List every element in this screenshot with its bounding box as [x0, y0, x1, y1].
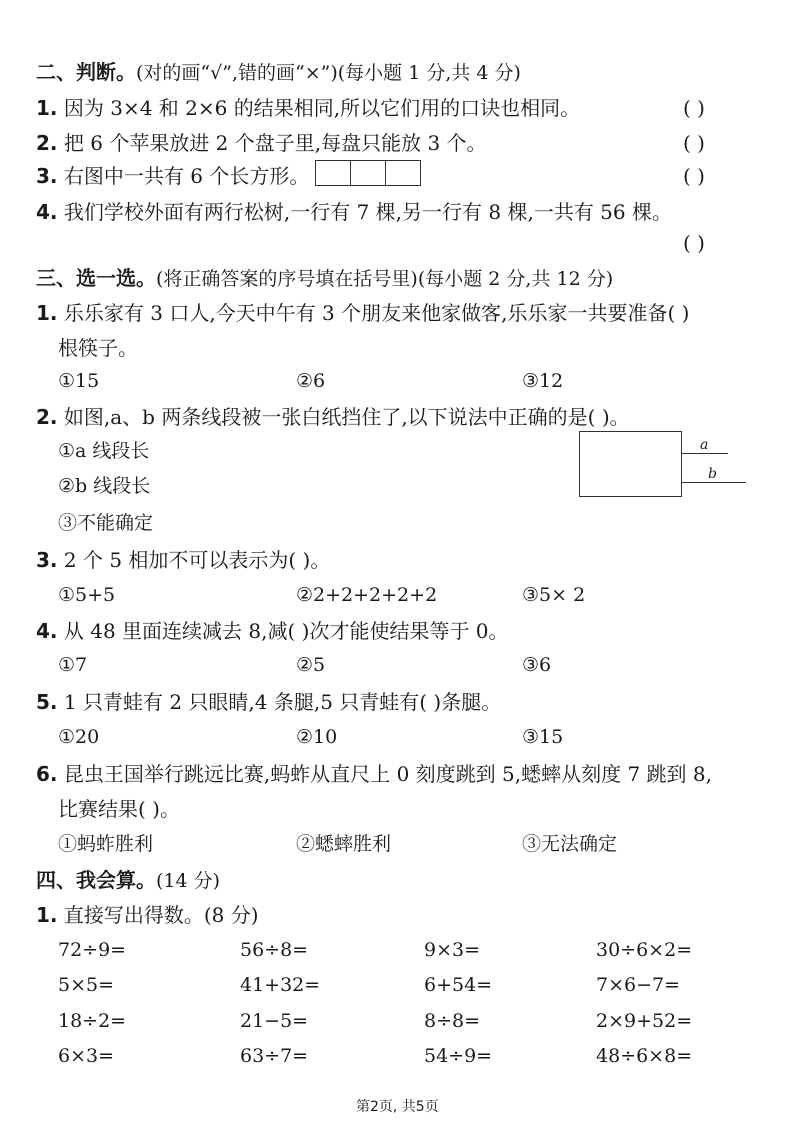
calc-item[interactable]: 30÷6×2= — [596, 939, 693, 961]
calc-item[interactable]: 18÷2= — [58, 1010, 127, 1032]
question-number: 4. — [36, 619, 58, 643]
option[interactable]: ②5 — [296, 654, 326, 676]
question-row — [36, 764, 712, 784]
answer-paren[interactable]: ( ) — [683, 131, 705, 155]
option[interactable]: ③6 — [522, 654, 552, 676]
section3-title: 三、选一选。 — [36, 266, 156, 290]
question-text: 直接写出得数。(8 分) — [63, 903, 259, 927]
section4-heading — [36, 870, 220, 891]
answer-paren[interactable]: ( ) — [683, 231, 705, 255]
segment-b — [682, 482, 746, 483]
question-number: 2. — [36, 405, 58, 429]
calc-item[interactable]: 63÷7= — [240, 1045, 309, 1067]
calc-item[interactable]: 54÷9= — [424, 1045, 493, 1067]
option[interactable]: ①15 — [58, 370, 100, 392]
segment-b-label: b — [708, 466, 717, 482]
section3-heading — [36, 268, 613, 289]
calc-item[interactable]: 56÷8= — [240, 939, 309, 961]
option[interactable]: ①7 — [58, 654, 88, 676]
question-number: 6. — [36, 762, 58, 786]
option[interactable]: ①20 — [58, 726, 100, 748]
option[interactable]: ①5+5 — [58, 584, 116, 606]
question-text: 因为 3×4 和 2×6 的结果相同,所以它们用的口诀也相同。 — [63, 96, 581, 120]
question-number: 3. — [36, 164, 58, 188]
question-text: 乐乐家有 3 口人,今天中午有 3 个朋友来他家做客,乐乐家一共要准备( ) — [63, 301, 690, 325]
option[interactable]: ①蚂蚱胜利 — [58, 833, 154, 855]
question-text: 我们学校外面有两行松树,一行有 7 棵,另一行有 8 棵,一共有 56 棵。 — [63, 200, 672, 224]
segment-a — [682, 453, 728, 454]
option[interactable]: ②蟋蟀胜利 — [296, 833, 392, 855]
calc-item[interactable]: 9×3= — [424, 939, 481, 961]
section2-heading — [36, 62, 521, 83]
option[interactable]: ③15 — [522, 726, 564, 748]
calc-item[interactable]: 41+32= — [240, 974, 321, 996]
question-number: 2. — [36, 131, 58, 155]
page-footer: 第2页, 共5页 — [356, 1099, 439, 1115]
calc-item[interactable]: 6+54= — [424, 974, 493, 996]
question-text-cont: 根筷子。 — [58, 336, 138, 360]
section2-title: 二、判断。 — [36, 60, 136, 84]
question-row — [36, 303, 689, 323]
calc-item[interactable]: 72÷9= — [58, 939, 127, 961]
section4-note: (14 分) — [156, 870, 221, 892]
calc-item[interactable]: 8÷8= — [424, 1010, 481, 1032]
calc-item[interactable]: 2×9+52= — [596, 1010, 693, 1032]
calc-item[interactable]: 48÷6×8= — [596, 1045, 693, 1067]
question-row — [36, 133, 487, 153]
calc-item[interactable]: 5×5= — [58, 974, 115, 996]
sub-question-row — [36, 905, 259, 925]
question-text-cont: 比赛结果( )。 — [58, 797, 180, 821]
question-row — [36, 98, 580, 118]
segment-a-label: a — [700, 437, 709, 453]
question-row — [36, 166, 309, 186]
option[interactable]: ③不能确定 — [58, 512, 154, 534]
question-text: 如图,a、b 两条线段被一张白纸挡住了,以下说法中正确的是( )。 — [63, 405, 630, 429]
question-text: 从 48 里面连续减去 8,减( )次才能使结果等于 0。 — [63, 619, 509, 643]
paper-cover-figure — [579, 431, 682, 497]
option[interactable]: ②6 — [296, 370, 326, 392]
question-row — [36, 621, 509, 641]
calc-item[interactable]: 7×6−7= — [596, 974, 681, 996]
question-row — [36, 202, 672, 222]
calc-item[interactable]: 21−5= — [240, 1010, 309, 1032]
option[interactable]: ②10 — [296, 726, 338, 748]
question-number: 1. — [36, 96, 58, 120]
question-number: 1. — [36, 903, 58, 927]
section4-title: 四、我会算。 — [36, 868, 156, 892]
question-text: 把 6 个苹果放进 2 个盘子里,每盘只能放 3 个。 — [63, 131, 487, 155]
question-text: 1 只青蛙有 2 只眼睛,4 条腿,5 只青蛙有( )条腿。 — [63, 690, 502, 714]
question-number: 5. — [36, 690, 58, 714]
question-text: 昆虫王国举行跳远比赛,蚂蚱从直尺上 0 刻度跳到 5,蟋蟀从刻度 7 跳到 8, — [63, 762, 712, 786]
option[interactable]: ②2+2+2+2+2 — [296, 584, 438, 606]
question-text: 2 个 5 相加不可以表示为( )。 — [63, 548, 331, 572]
question-row — [36, 407, 630, 427]
option[interactable]: ②b 线段长 — [58, 475, 151, 497]
section2-note: (对的画“√”,错的画“×”)(每小题 1 分,共 4 分) — [136, 62, 521, 84]
answer-paren[interactable]: ( ) — [683, 96, 705, 120]
option[interactable]: ③无法确定 — [522, 833, 618, 855]
option[interactable]: ③12 — [522, 370, 564, 392]
question-number: 1. — [36, 301, 58, 325]
question-number: 3. — [36, 548, 58, 572]
option[interactable]: ③5× 2 — [522, 584, 586, 606]
question-row — [36, 550, 330, 570]
question-text: 右图中一共有 6 个长方形。 — [63, 164, 310, 188]
answer-paren[interactable]: ( ) — [683, 164, 705, 188]
section3-note: (将正确答案的序号填在括号里)(每小题 2 分,共 12 分) — [156, 268, 614, 290]
question-row — [36, 692, 501, 712]
question-number: 4. — [36, 200, 58, 224]
calc-item[interactable]: 6×3= — [58, 1045, 115, 1067]
rectangle-figure — [315, 160, 421, 186]
option[interactable]: ①a 线段长 — [58, 440, 150, 462]
